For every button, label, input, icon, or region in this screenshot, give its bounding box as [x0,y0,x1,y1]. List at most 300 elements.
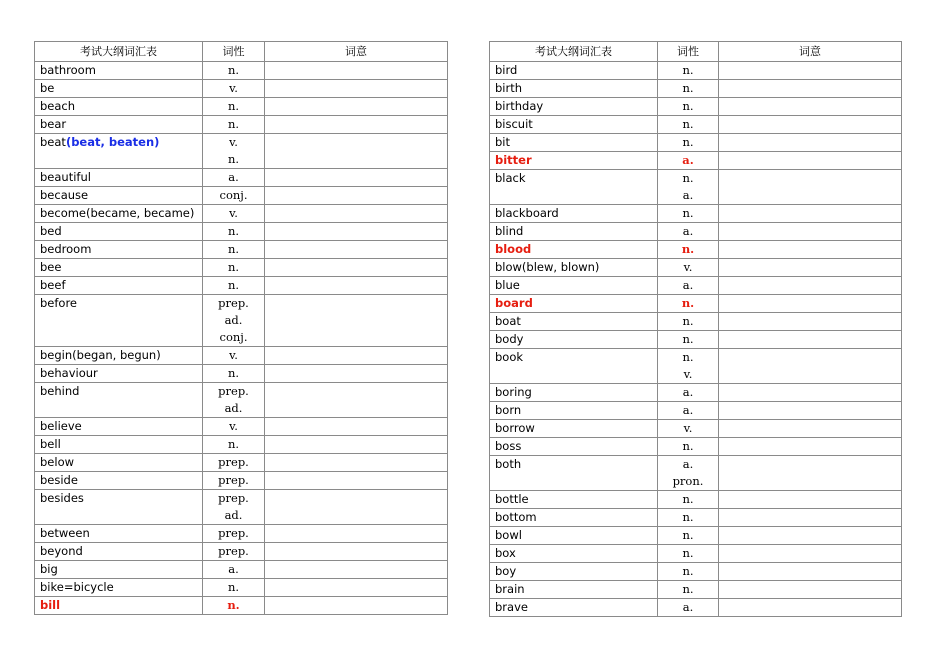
part-of-speech-cell [658,402,719,420]
part-of-speech-cell [658,62,719,80]
part-of-speech-text: ad. [224,508,243,522]
meaning-cell [719,420,902,438]
part-of-speech-cell [658,116,719,134]
table-row [490,313,902,331]
table-row [35,490,448,525]
meaning-cell [265,116,448,134]
word-text: beside [40,473,78,487]
meaning-cell [719,563,902,581]
part-of-speech-text: n. [227,598,240,612]
part-of-speech-text: ad. [224,401,243,415]
table-row [35,525,448,543]
meaning-cell [265,525,448,543]
table-row [490,384,902,402]
meaning-cell [265,418,448,436]
table-row [35,223,448,241]
part-of-speech-cell [658,295,719,313]
part-of-speech-cell [203,241,265,259]
word-cell [35,561,203,579]
word-text: between [40,526,90,540]
part-of-speech-text: n. [682,350,694,364]
table-row [490,599,902,617]
word-text: bathroom [40,63,96,77]
part-of-speech-text: n. [682,582,694,596]
table-row [490,223,902,241]
word-text: beach [40,99,76,113]
word-text: because [40,188,89,202]
part-of-speech-text: n. [682,117,694,131]
part-of-speech-text: n. [227,278,240,292]
word-text: besides [40,491,84,505]
word-cell [490,223,658,241]
word-text: blackboard [495,206,559,220]
table-row [35,62,448,80]
meaning-cell [719,295,902,313]
part-of-speech-text: a. [682,224,694,238]
table-row [490,80,902,98]
part-of-speech-text: n. [682,528,694,542]
table-row [490,331,902,349]
part-of-speech-text: n. [682,332,694,346]
part-of-speech-text: conj. [219,330,248,344]
meaning-cell [265,205,448,223]
table-row [35,80,448,98]
meaning-cell [719,599,902,617]
meaning-cell [265,187,448,205]
word-text: born [495,403,522,417]
word-cell [35,134,203,169]
part-of-speech-text: pron. [672,474,704,488]
word-cell [35,205,203,223]
part-of-speech-cell [658,420,719,438]
word-cell [490,277,658,295]
vocabulary-table-right [489,41,902,617]
meaning-cell [719,116,902,134]
meaning-cell [719,223,902,241]
part-of-speech-text: a. [682,153,694,167]
part-of-speech-cell [203,454,265,472]
meaning-cell [265,347,448,365]
word-cell [35,436,203,454]
table-row [35,134,448,169]
table-row [490,277,902,295]
word-cell [490,581,658,599]
part-of-speech-text: v. [229,135,238,149]
table-row [490,152,902,170]
word-cell [35,383,203,418]
part-of-speech-text: prep. [218,455,249,469]
part-of-speech-cell [658,491,719,509]
word-text: blow(blew, blown) [495,260,600,274]
meaning-cell [719,80,902,98]
word-text: begin(began, begun) [40,348,161,362]
word-cell [490,62,658,80]
part-of-speech-cell [658,438,719,456]
word-cell [490,402,658,420]
part-of-speech-text: n. [682,314,694,328]
part-of-speech-text: n. [227,242,240,256]
word-cell [35,62,203,80]
word-cell [490,295,658,313]
word-text: biscuit [495,117,533,131]
table-row [35,472,448,490]
word-cell [35,472,203,490]
table-row [490,170,902,205]
part-of-speech-text: n. [227,437,240,451]
word-cell [35,259,203,277]
word-text: bed [40,224,62,238]
word-text: beyond [40,544,83,558]
word-text: box [495,546,516,560]
table-row [490,563,902,581]
word-cell [490,349,658,384]
meaning-cell [265,436,448,454]
table-row [35,98,448,116]
part-of-speech-text: n. [682,206,694,220]
part-of-speech-cell [203,80,265,98]
part-of-speech-cell [203,418,265,436]
part-of-speech-cell [658,563,719,581]
part-of-speech-cell [203,134,265,169]
table-row [490,509,902,527]
word-forms-text: (beat, beaten) [65,135,160,149]
meaning-cell [265,169,448,187]
meaning-cell [719,98,902,116]
word-cell [35,169,203,187]
word-text: bird [495,63,518,77]
table-row [35,454,448,472]
word-cell [490,313,658,331]
table-row [490,420,902,438]
table-row [35,205,448,223]
meaning-cell [265,80,448,98]
word-text: beautiful [40,170,91,184]
word-cell [35,543,203,561]
table-row [35,241,448,259]
part-of-speech-cell [658,313,719,331]
vocabulary-table-left [34,41,448,615]
word-text: bitter [495,153,532,167]
part-of-speech-cell [203,347,265,365]
meaning-cell [719,456,902,491]
table-header-row [35,42,448,62]
table-row [35,187,448,205]
part-of-speech-text: prep. [218,296,249,310]
part-of-speech-text: conj. [219,188,248,202]
meaning-cell [265,454,448,472]
word-text: brain [495,582,525,596]
meaning-cell [265,223,448,241]
word-text: bottom [495,510,537,524]
part-of-speech-text: v. [683,367,693,381]
word-cell [490,134,658,152]
table-row [490,205,902,223]
meaning-cell [265,62,448,80]
meaning-cell [719,134,902,152]
meaning-cell [719,402,902,420]
word-text: board [495,296,533,310]
part-of-speech-cell [658,349,719,384]
table-header-row [490,42,902,62]
table-row [35,543,448,561]
part-of-speech-text: v. [229,348,238,362]
word-cell [35,116,203,134]
word-text: blood [495,242,532,256]
part-of-speech-text: n. [682,510,694,524]
part-of-speech-cell [203,579,265,597]
word-cell [490,152,658,170]
part-of-speech-text: a. [682,403,694,417]
table-row [35,169,448,187]
word-text: blind [495,224,524,238]
table-row [35,116,448,134]
word-text: birthday [495,99,544,113]
part-of-speech-text: n. [681,296,695,310]
part-of-speech-text: a. [682,278,694,292]
word-cell [490,98,658,116]
word-text: bowl [495,528,522,542]
part-of-speech-text: prep. [218,473,249,487]
part-of-speech-cell [203,169,265,187]
word-text: body [495,332,524,346]
part-of-speech-cell [658,259,719,277]
part-of-speech-cell [658,80,719,98]
word-text: become(became, became) [40,206,195,220]
word-cell [490,384,658,402]
word-cell [35,241,203,259]
part-of-speech-text: ad. [224,313,243,327]
meaning-cell [719,491,902,509]
part-of-speech-text: a. [682,385,694,399]
word-text: bill [40,598,61,612]
word-text: bedroom [40,242,92,256]
meaning-cell [719,152,902,170]
word-text: borrow [495,421,535,435]
part-of-speech-cell [658,581,719,599]
part-of-speech-cell [203,365,265,383]
part-of-speech-cell [203,525,265,543]
word-cell [35,223,203,241]
word-text: believe [40,419,82,433]
word-cell [490,331,658,349]
meaning-cell [719,62,902,80]
word-text: be [40,81,55,95]
meaning-cell [719,170,902,205]
word-cell [35,597,203,615]
meaning-cell [265,277,448,295]
table-row [35,561,448,579]
header-part-of-speech: 词性 [658,42,719,62]
part-of-speech-text: a. [228,170,239,184]
word-cell [35,418,203,436]
part-of-speech-cell [203,277,265,295]
word-text: black [495,171,526,185]
word-cell [490,80,658,98]
part-of-speech-cell [658,134,719,152]
word-cell [490,420,658,438]
table-row [490,241,902,259]
word-cell [35,295,203,347]
part-of-speech-cell [658,152,719,170]
word-cell [35,490,203,525]
word-text: boat [495,314,521,328]
part-of-speech-text: n. [682,63,694,77]
table-row [490,402,902,420]
table-row [35,383,448,418]
word-text: boss [495,439,522,453]
word-cell [35,80,203,98]
meaning-cell [719,205,902,223]
word-cell [35,579,203,597]
meaning-cell [265,295,448,347]
part-of-speech-text: n. [227,63,240,77]
word-text: before [40,296,78,310]
meaning-cell [719,384,902,402]
meaning-cell [719,277,902,295]
meaning-cell [265,383,448,418]
word-text: beat [40,135,66,149]
part-of-speech-text: n. [682,492,694,506]
word-text: behind [40,384,80,398]
part-of-speech-cell [658,98,719,116]
header-word: 考试大纲词汇表 [490,42,658,62]
meaning-cell [719,313,902,331]
word-cell [35,454,203,472]
word-cell [35,277,203,295]
table-row [35,418,448,436]
table-row [490,98,902,116]
word-cell [35,98,203,116]
part-of-speech-text: n. [681,242,695,256]
part-of-speech-text: v. [229,81,238,95]
word-cell [35,347,203,365]
meaning-cell [719,527,902,545]
table-row [35,365,448,383]
word-text: bear [40,117,67,131]
table-row [35,259,448,277]
word-text: bike=bicycle [40,580,114,594]
meaning-cell [719,241,902,259]
word-text: boy [495,564,517,578]
meaning-cell [265,561,448,579]
word-text: below [40,455,75,469]
word-cell [490,563,658,581]
table-row [35,277,448,295]
part-of-speech-text: n. [682,99,694,113]
part-of-speech-text: n. [227,224,240,238]
part-of-speech-cell [203,98,265,116]
table-row [490,295,902,313]
meaning-cell [265,259,448,277]
table-row [35,436,448,454]
part-of-speech-cell [203,490,265,525]
part-of-speech-text: prep. [218,384,249,398]
part-of-speech-cell [203,223,265,241]
meaning-cell [265,134,448,169]
header-meaning: 词意 [719,42,902,62]
meaning-cell [719,545,902,563]
meaning-cell [265,365,448,383]
part-of-speech-cell [203,383,265,418]
table-row [490,545,902,563]
word-text: boring [495,385,532,399]
part-of-speech-cell [203,436,265,454]
table-row [490,581,902,599]
part-of-speech-cell [203,62,265,80]
part-of-speech-text: n. [227,366,240,380]
table-row [490,349,902,384]
part-of-speech-cell [658,277,719,295]
part-of-speech-text: v. [229,206,238,220]
meaning-cell [719,259,902,277]
part-of-speech-cell [658,456,719,491]
part-of-speech-text: n. [227,152,240,166]
word-cell [35,525,203,543]
word-text: big [40,562,58,576]
word-text: brave [495,600,528,614]
header-word: 考试大纲词汇表 [35,42,203,62]
part-of-speech-text: n. [682,171,694,185]
part-of-speech-cell [658,223,719,241]
part-of-speech-text: n. [227,260,240,274]
part-of-speech-text: n. [682,564,694,578]
part-of-speech-cell [203,205,265,223]
part-of-speech-cell [203,259,265,277]
header-meaning: 词意 [265,42,448,62]
part-of-speech-cell [658,599,719,617]
part-of-speech-text: v. [683,260,693,274]
word-text: beef [40,278,66,292]
part-of-speech-cell [658,205,719,223]
meaning-cell [265,472,448,490]
table-row [490,259,902,277]
part-of-speech-text: prep. [218,526,249,540]
word-text: behaviour [40,366,98,380]
meaning-cell [265,241,448,259]
meaning-cell [719,349,902,384]
word-cell [490,241,658,259]
table-row [490,62,902,80]
part-of-speech-cell [658,170,719,205]
word-cell [35,187,203,205]
part-of-speech-text: v. [229,419,238,433]
meaning-cell [265,597,448,615]
meaning-cell [719,509,902,527]
word-cell [490,116,658,134]
table-row [490,527,902,545]
word-cell [490,259,658,277]
part-of-speech-cell [203,543,265,561]
table-row [490,438,902,456]
part-of-speech-text: n. [682,81,694,95]
part-of-speech-text: n. [682,439,694,453]
word-cell [490,456,658,491]
part-of-speech-text: n. [682,546,694,560]
part-of-speech-cell [203,116,265,134]
part-of-speech-cell [658,241,719,259]
word-cell [490,491,658,509]
word-text: book [495,350,524,364]
part-of-speech-cell [203,561,265,579]
word-text: both [495,457,522,471]
part-of-speech-text: prep. [218,491,249,505]
word-cell [35,365,203,383]
word-cell [490,527,658,545]
table-row [35,597,448,615]
part-of-speech-text: n. [682,135,694,149]
part-of-speech-text: n. [227,117,240,131]
part-of-speech-cell [658,527,719,545]
